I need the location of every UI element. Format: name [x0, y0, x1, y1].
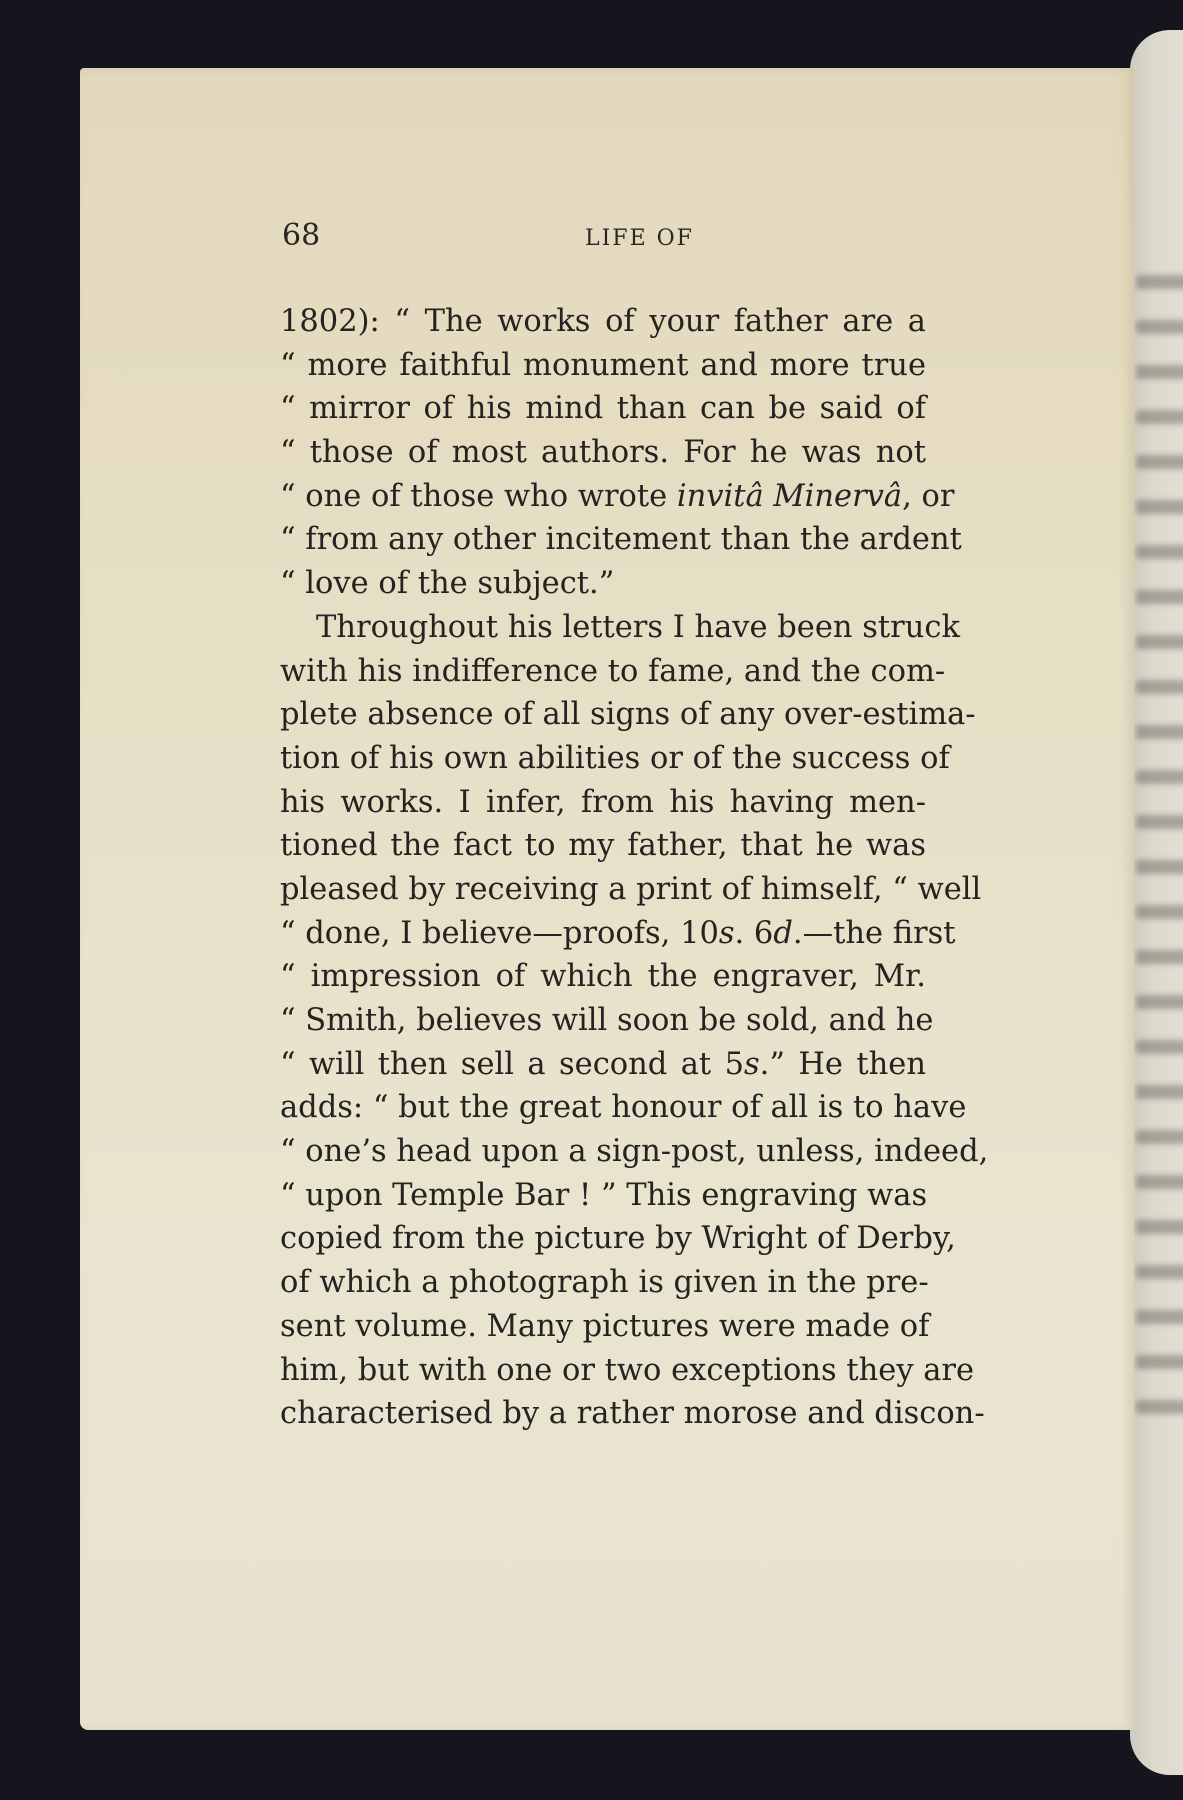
text-segment: . 6: [734, 915, 774, 951]
bleed-text-mark: [1136, 950, 1183, 964]
text-segment: , or: [902, 478, 955, 514]
text-line: him, but with one or two exceptions they are: [280, 1352, 975, 1388]
text-line: copied from the picture by Wright of Derby,: [280, 1221, 956, 1257]
text-line: “ love of the subject.”: [280, 566, 615, 602]
text-line: 1802): “ The works of your father are a: [280, 304, 926, 339]
bleed-text-mark: [1136, 1175, 1183, 1189]
text-line: “ one’s head upon a sign-post, unless, indeed,: [280, 1134, 989, 1170]
text-line: “ from any other incitement than the ardent: [280, 522, 962, 558]
bleed-text-mark: [1136, 1130, 1183, 1144]
bleed-text-mark: [1136, 860, 1183, 874]
paragraph-first-line: Throughout his letters I have been struck: [316, 609, 960, 645]
bleed-text-mark: [1136, 1040, 1183, 1054]
bleed-text-mark: [1136, 1220, 1183, 1234]
text-line: [280, 912, 956, 956]
italic-unit: s: [718, 915, 735, 951]
text-line: sent volume. Many pictures were made of: [280, 1308, 930, 1344]
text-line: pleased by receiving a print of himself, “ well: [280, 871, 982, 907]
text-line: tioned the fact to my father, that he was: [280, 828, 926, 864]
bleed-text-mark: [1136, 275, 1183, 289]
bleed-text-mark: [1136, 1400, 1183, 1414]
bleed-text-mark: [1136, 1085, 1183, 1099]
text-segment: “ will then sell a second at 5: [280, 1046, 744, 1082]
running-head: [80, 218, 1134, 268]
bleed-text-mark: [1136, 545, 1183, 559]
running-title: LIFE OF: [585, 226, 694, 251]
bleed-text-mark: [1136, 905, 1183, 919]
text-line: “ upon Temple Bar ! ” This engraving was: [280, 1177, 928, 1213]
text-line: of which a photograph is given in the pre-: [280, 1265, 929, 1301]
text-line: [280, 1043, 926, 1087]
bleed-text-mark: [1136, 680, 1183, 694]
text-line: adds: “ but the great honour of all is to have: [280, 1090, 967, 1126]
book-page: [80, 68, 1134, 1730]
text-line: tion of his own abilities or of the success of: [280, 740, 950, 776]
text-line: characterised by a rather morose and discon-: [280, 1396, 985, 1432]
bleed-text-mark: [1136, 320, 1183, 334]
text-line: “ impression of which the engraver, Mr.: [280, 959, 926, 995]
bleed-text-mark: [1136, 500, 1183, 514]
text-line: “ more faithful monument and more true: [280, 347, 926, 383]
bleed-text-mark: [1136, 1265, 1183, 1279]
bleed-text-mark: [1136, 365, 1183, 379]
text-line: plete absence of all signs of any over-estima-: [280, 697, 976, 733]
bleed-text-mark: [1136, 995, 1183, 1009]
text-line: “ mirror of his mind than can be said of: [280, 391, 926, 427]
italic-unit: s: [743, 1046, 760, 1082]
italic-phrase: invitâ Minervâ: [676, 478, 903, 514]
bleed-text-mark: [1136, 1355, 1183, 1369]
text-line: [280, 475, 955, 519]
bleed-text-mark: [1136, 815, 1183, 829]
text-line: with his indifference to fame, and the com-: [280, 653, 946, 689]
italic-unit: d: [773, 915, 793, 951]
bleed-text-mark: [1136, 1310, 1183, 1324]
bleed-text-mark: [1136, 635, 1183, 649]
page-number: 68: [282, 218, 321, 253]
body-text: [280, 300, 989, 1436]
bleed-text-mark: [1136, 590, 1183, 604]
text-segment: .—the first: [792, 915, 956, 951]
text-segment: .” He then: [759, 1046, 926, 1082]
adjacent-page-edge: [1130, 30, 1183, 1775]
bleed-text-mark: [1136, 770, 1183, 784]
text-line: “ Smith, believes will soon be sold, and he: [280, 1003, 934, 1038]
bleed-text-mark: [1136, 455, 1183, 469]
text-segment: “ done, I believe—proofs, 10: [280, 915, 719, 951]
text-line: “ those of most authors. For he was not: [280, 435, 926, 471]
bleed-text-mark: [1136, 410, 1183, 424]
text-line: his works. I infer, from his having men-: [280, 784, 926, 820]
bleed-text-mark: [1136, 725, 1183, 739]
text-segment: “ one of those who wrote: [280, 478, 677, 514]
